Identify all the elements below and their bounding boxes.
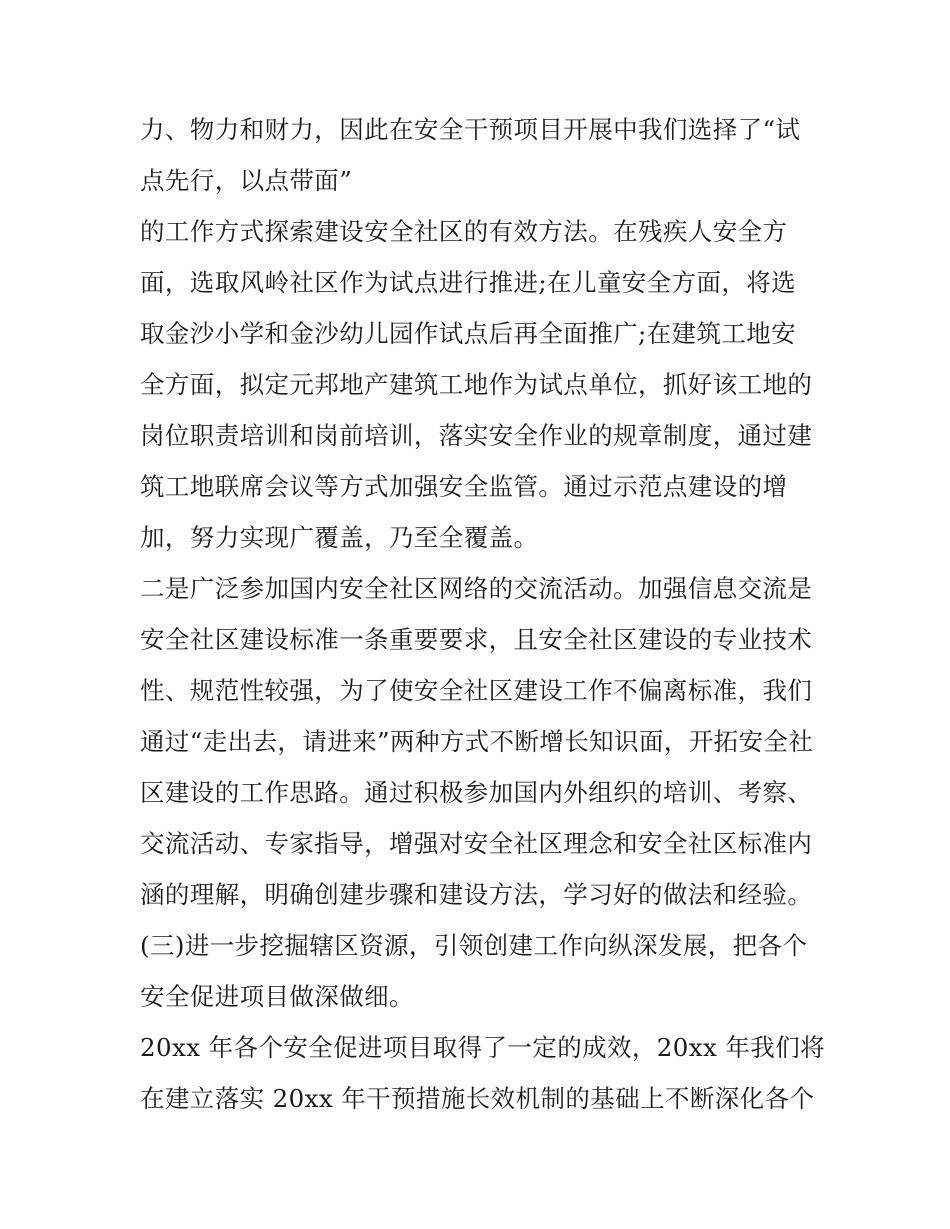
text-line: 安全社区建设标准一条重要要求，且安全社区建设的专业技术 (140, 625, 813, 654)
text-line: 交流活动、专家指导，增强对安全社区理念和安全社区标准内 (140, 829, 813, 858)
text-line: 筑工地联席会议等方式加强安全监管。通过示范点建设的增 (140, 472, 788, 501)
text-line: 的工作方式探索建设安全社区的有效方法。在残疾人安全方 (140, 217, 788, 246)
text-line: 20xx 年各个安全促进项目取得了一定的成效，20xx 年我们将 (140, 1033, 825, 1062)
text-line: 点先行，以点带面” (140, 166, 353, 195)
text-line: 全方面，拟定元邦地产建筑工地作为试点单位，抓好该工地的 (140, 370, 813, 399)
text-line: 二是广泛参加国内安全社区网络的交流活动。加强信息交流是 (140, 574, 813, 603)
text-line: 岗位职责培训和岗前培训，落实安全作业的规章制度，通过建 (140, 421, 813, 450)
body-text (140, 104, 825, 1124)
text-line: 涵的理解，明确创建步骤和建设方法，学习好的做法和经验。 (140, 880, 813, 909)
text-line: 区建设的工作思路。通过积极参加国内外组织的培训、考察、 (140, 778, 813, 807)
text-line: 面，选取风岭社区作为试点进行推进;在儿童安全方面，将选 (140, 268, 797, 297)
text-line: 力、物力和财力，因此在安全干预项目开展中我们选择了“试 (140, 115, 801, 144)
text-line: 安全促进项目做深做细。 (140, 982, 414, 1011)
text-line: 性、规范性较强，为了使安全社区建设工作不偏离标准，我们 (140, 676, 813, 705)
text-line: 在建立落实 20xx 年干预措施长效机制的基础上不断深化各个 (140, 1084, 815, 1113)
text-line: 通过“走出去，请进来”两种方式不断增长知识面，开拓安全社 (140, 727, 814, 756)
text-line: 加，努力实现广覆盖，乃至全覆盖。 (140, 523, 539, 552)
text-line: 取金沙小学和金沙幼儿园作试点后再全面推广;在建筑工地安 (140, 319, 797, 348)
text-line: (三)进一步挖掘辖区资源，引领创建工作向纵深发展，把各个 (140, 931, 808, 960)
